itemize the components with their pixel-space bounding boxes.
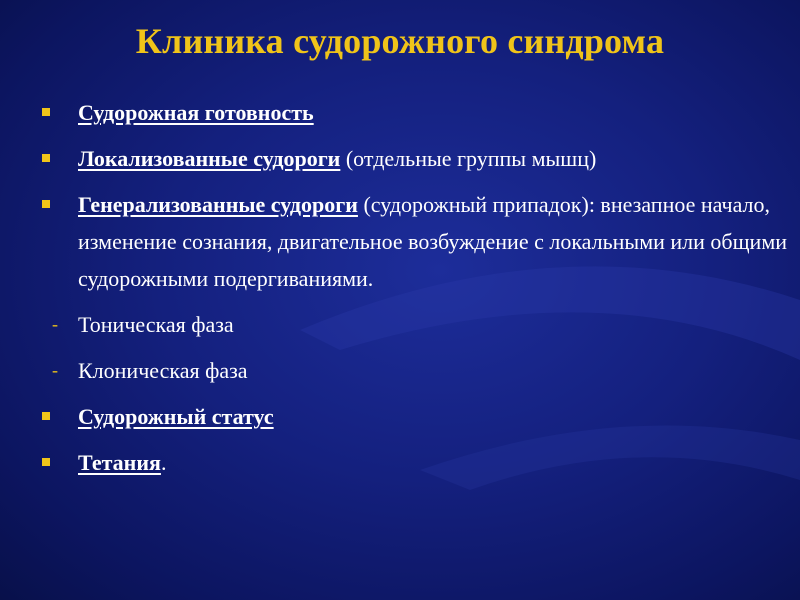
slide-title: Клиника судорожного синдрома (135, 21, 665, 61)
item-text: Тоническая фаза (78, 312, 234, 337)
list-item (78, 398, 790, 435)
list-subitem (52, 352, 790, 389)
square-bullet-icon (42, 412, 50, 420)
dash-marker: - (52, 314, 58, 334)
item-term: Локализованные судороги (78, 146, 341, 171)
item-term: Судорожная готовность (78, 100, 314, 125)
list-item (78, 186, 790, 297)
list-subitem (52, 306, 790, 343)
item-text: (судорожный припадок): внезапное начало, изменение сознания, двигательное возбуждение с локальными или общими судорожными подергиваниями. (78, 192, 788, 291)
square-bullet-icon (42, 154, 50, 162)
item-text: Клоническая фаза (78, 358, 248, 383)
list-item (78, 94, 790, 131)
bullet-list (52, 94, 790, 490)
square-bullet-icon (42, 458, 50, 466)
item-text: (отдельные группы мышц) (340, 146, 597, 171)
item-text: . (160, 450, 167, 475)
dash-marker: - (52, 360, 58, 380)
square-bullet-icon (42, 200, 50, 208)
item-term: Тетания (78, 450, 161, 475)
item-term: Судорожный статус (78, 404, 274, 429)
item-term: Генерализованные судороги (78, 192, 358, 217)
list-item (78, 444, 790, 481)
list-item (78, 140, 790, 177)
square-bullet-icon (42, 108, 50, 116)
